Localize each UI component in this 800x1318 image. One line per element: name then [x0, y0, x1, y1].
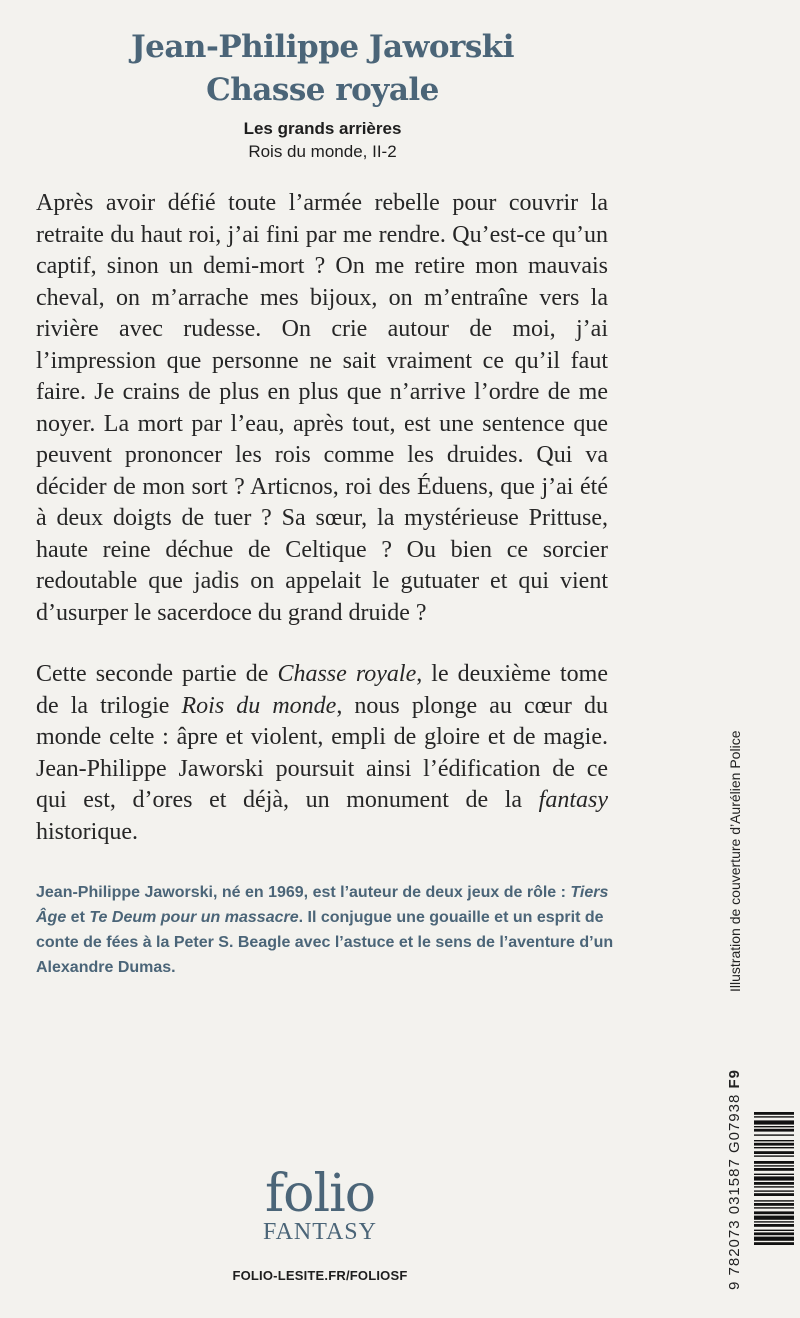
barcode-bar — [754, 1216, 794, 1220]
barcode-bar — [754, 1211, 794, 1214]
author-bio-paragraph — [36, 880, 616, 980]
barcode-bar — [754, 1143, 794, 1146]
barcode-bar — [754, 1129, 794, 1132]
bio-emphasis-1: Tiers Âge — [36, 884, 609, 926]
barcode-bar — [754, 1242, 794, 1245]
blurb-p2-text-1: Cette seconde partie de — [36, 661, 278, 687]
author-name: Jean-Philippe Jaworski — [130, 29, 515, 65]
fantasy-wordmark: FANTASY — [263, 1219, 377, 1245]
barcode-bar — [754, 1155, 794, 1156]
barcode-bar — [754, 1182, 794, 1185]
bio-text-2: et — [66, 909, 90, 926]
barcode-bar — [754, 1161, 794, 1164]
barcode-bar — [754, 1112, 794, 1115]
author-bio — [36, 880, 616, 980]
bio-emphasis-2: Te Deum pour un massacre — [89, 909, 299, 926]
website-url: FOLIO-LESITE.FR/FOLIOSF — [232, 1268, 408, 1283]
folio-fantasy-logo — [200, 1164, 440, 1245]
blurb-p2-text-4: historique. — [36, 818, 138, 845]
barcode-bar — [754, 1176, 794, 1180]
blurb-p2-emphasis-2: Rois du monde — [181, 692, 337, 719]
barcode-bar — [754, 1221, 794, 1222]
barcode-bar — [754, 1190, 794, 1191]
barcode-bar — [754, 1165, 794, 1166]
bio-text-3: . Il conjugue une gouaille et un esprit de conte de fées à la Peter S. Beagle avec l’astuce et le sens de l’aventure d’un Alexandre Dumas. — [36, 909, 614, 976]
barcode-bar — [754, 1237, 794, 1241]
barcode — [754, 1112, 794, 1287]
blurb-p2-text-3: , nous plonge au cœur du monde celte : âpre et violent, empli de gloire et de magie. Jean-Philippe Jaworski poursuit ainsi l’édification de ce qui est, d’ores et déjà, un monument de la — [36, 692, 608, 813]
blurb-paragraph-2 — [36, 659, 608, 848]
barcode-bar — [754, 1200, 794, 1201]
barcode-bar — [754, 1232, 794, 1235]
barcode-bar — [754, 1230, 794, 1231]
isbn-number: 9 782073 031587 G07938 — [726, 1088, 743, 1290]
barcode-bar — [754, 1120, 794, 1124]
barcode-bar — [754, 1186, 794, 1187]
book-subtitle: Les grands arrières — [243, 119, 402, 138]
barcode-bar — [754, 1140, 794, 1141]
header — [0, 24, 645, 164]
barcode-bar — [754, 1116, 794, 1117]
barcode-bar — [754, 1151, 794, 1154]
bio-text-1: Jean-Philippe Jaworski, né en 1969, est l’auteur de deux jeux de rôle : — [36, 884, 571, 901]
blurb-p2-emphasis-3: fantasy — [538, 787, 608, 813]
barcode-bar — [754, 1203, 794, 1206]
cover-illustration-credit: Illustration de couverture d’Aurélien Police — [727, 730, 743, 992]
book-title: Chasse royale — [206, 72, 439, 108]
barcode-bar — [754, 1224, 794, 1227]
barcode-bar — [754, 1174, 794, 1175]
series-info: Rois du monde, II-2 — [248, 142, 397, 161]
barcode-bar — [754, 1193, 794, 1196]
barcode-bar — [754, 1126, 794, 1127]
blurb-paragraph-1: Après avoir défié toute l’armée rebelle pour couvrir la retraite du haut roi, j’ai fini par me rendre. Qu’est-ce qu’un captif, sinon un demi-mort ? On me retire mon mauvais cheval, on m’arrache mes bijoux, on m’entraîne vers la rivière avec rudesse. On crie autour de moi, j’ai l’impression que personne ne sait vraiment ce qu’il faut faire. Je crains de plus en plus que n’arrive l’ordre de me noyer. La mort par l’eau, après tout, est une sentence que peuvent prononcer les rois comme les druides. Qui va décider de mon sort ? Articnos, roi des Éduens, que j’ai été à deux doigts de tuer ? Sa sœur, la mystérieuse Prittuse, haute reine déchue de Celtique ? Ou bien ce sorcier redoutable que jadis on appelait le gutuater et qui vient d’usurper le sacerdoce du grand druide ? — [36, 190, 608, 626]
price-code: F9 — [726, 1068, 743, 1089]
barcode-bar — [754, 1147, 794, 1148]
barcode-bar — [754, 1134, 794, 1135]
barcode-bar — [754, 1207, 794, 1208]
isbn-line — [724, 1010, 746, 1290]
folio-wordmark: folio — [264, 1164, 376, 1224]
barcode-bar — [754, 1168, 794, 1171]
blurb-p2-emphasis-1: Chasse royale — [277, 661, 417, 687]
blurb — [36, 188, 608, 848]
blurb-p2-text-2: , le deuxième tome de la trilogie — [36, 661, 608, 719]
